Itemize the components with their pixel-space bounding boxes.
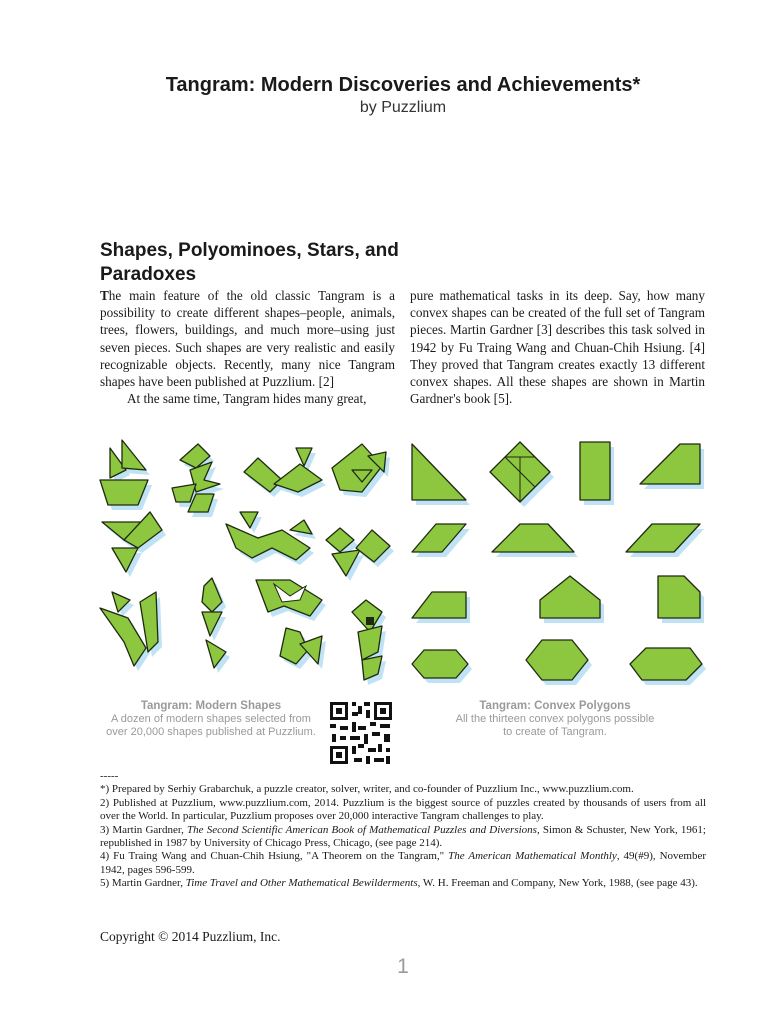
caption-line: A dozen of modern shapes selected from [111,713,311,725]
section-heading: Shapes, Polyominoes, Stars, and Paradoxes [100,240,399,285]
footnote-4: 4) Fu Traing Wang and Chuan-Chih Hsiung, "A Theorem on the Tangram," The American Mathematical Monthly, 49(#9), November 1942, pages 596-599. [100,850,706,876]
convex-pentagon-2 [658,576,700,618]
convex-triangle [412,444,466,500]
caption-line: over 20,000 shapes published at Puzzlium. [106,726,316,738]
copyright-notice: Copyright © 2014 Puzzlium, Inc. [100,929,281,944]
drop-cap: T [100,288,109,303]
knight-eye [366,617,374,625]
caption-title: Tangram: Modern Shapes [140,700,282,712]
figure-caption-right [420,700,690,739]
convex-trapezoid-right [640,444,700,484]
convex-rectangle [580,442,610,500]
convex-trapezoid-2 [412,592,466,618]
convex-hexagon-3 [630,648,702,680]
caption-title: Tangram: Convex Polygons [479,700,631,712]
paragraph-3: pure mathematical tasks in its deep. Say, how many convex shapes can be created of the full set of Tangram pieces. Martin Gardner [3] describes this task solved in 1942 by Fu Traing Wang and Chuan-Chih Hsiung. [4] They proved that Tangram creates exactly 13 different convex shapes. All these shapes are shown in Martin Gardner's book [5]. [410,288,705,407]
figure-caption-left [100,700,322,739]
footnote-1: *) Prepared by Serhiy Grabarchuk, a puzzle creator, solver, writer, and co-founder of Puzzlium Inc., www.puzzlium.com. [100,783,634,796]
paragraph-1: The main feature of the old classic Tangram is a possibility to create different shapes–people, animals, trees, flowers, buildings, and much more–using just seven pieces. Such shapes are very realistic and easily recognizable objects. Recently, many nice Tangram shapes have been published at Puzzlium. [2] [100,288,395,390]
page-number: 1 [397,955,409,978]
tangram-runner-shape [256,580,322,664]
document-byline: by Puzzlium [359,99,447,116]
footnote-3: 3) Martin Gardner, The Second Scientific American Book of Mathematical Puzzles and Diversions, Simon & Schuster, New York, 1961; republished in 1987 by University of Chicago Press, Chicago, (see page 214). [100,823,706,850]
footnotes [100,770,706,891]
paragraph-2: At the same time, Tangram hides many great, [127,391,367,407]
footnote-2: 2) Published at Puzzlium, www.puzzlium.com, 2014. Puzzlium is the biggest source of puzzles created by thousands of users from all over the World. In particular, Puzzlium proposes over 20,000 interactive Tangram challenges to play. [100,796,706,823]
convex-trapezoid [492,524,574,552]
convex-pentagon-1 [540,576,600,618]
convex-hexagon-1 [412,650,468,678]
document-title: Tangram: Modern Discoveries and Achievements* [165,74,641,96]
tangram-knight-shape [352,600,382,680]
caption-line: All the thirteen convex polygons possible [455,713,655,725]
tangram-skater-shape [326,528,390,576]
footnote-5: 5) Martin Gardner, Time Travel and Other Mathematical Bewilderments, W. H. Freeman and Company, New York, 1988, (see page 43). [100,877,698,890]
caption-line: to create of Tangram. [503,726,607,738]
qr-code-icon[interactable] [328,700,394,766]
tangram-house-shape [332,444,386,492]
footnote-separator: ----- [100,770,119,782]
